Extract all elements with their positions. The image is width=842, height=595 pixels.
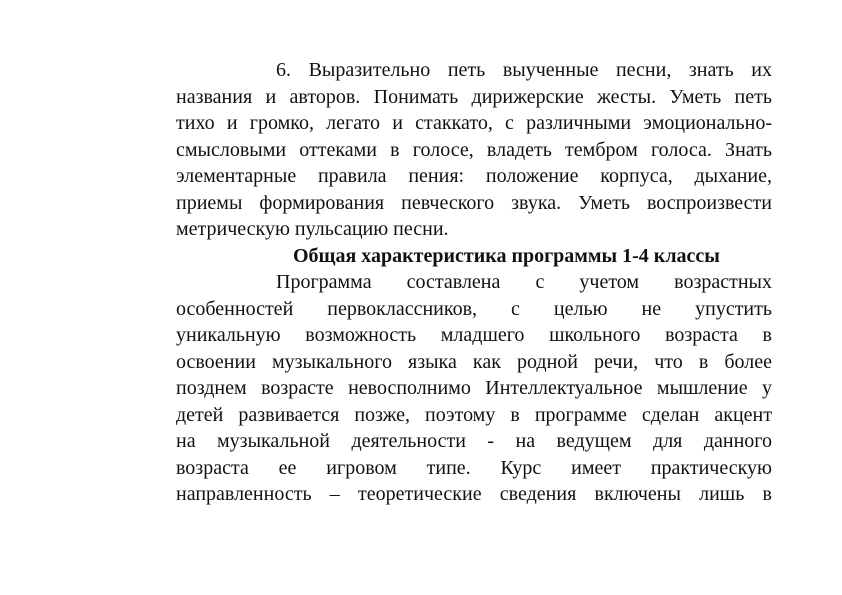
paragraph-2: [176, 269, 772, 508]
document-text: [176, 57, 772, 508]
paragraph-line: тихо и громко, легато и стаккато, с различными эмоционально-: [176, 112, 772, 134]
paragraph-line: смысловыми оттеками в голосе, владеть тембром голоса. Знать: [176, 138, 772, 161]
paragraph-line: детей развивается позже, поэтому в программе сделан акцент: [176, 403, 772, 426]
paragraph-line: метрическую пульсацию песни.: [176, 218, 449, 240]
paragraph-line: на музыкальной деятельности - на ведущем для данного: [176, 430, 772, 452]
paragraph-line: приемы формирования певческого звука. Уметь воспроизвести: [176, 191, 772, 214]
paragraph-line: позднем возрасте невосполнимо Интеллектуальное мышление у: [176, 377, 772, 399]
paragraph-line: уникальную возможность младшего школьного возраста в: [176, 324, 772, 346]
paragraph-line: освоении музыкального языка как родной речи, что в более: [176, 350, 772, 373]
section-heading: Общая характеристика программы 1-4 классы: [293, 244, 720, 267]
paragraph-1: [176, 57, 772, 243]
paragraph-line: возраста ее игровом типе. Курс имеет практическую: [176, 456, 772, 479]
paragraph-line: названия и авторов. Понимать дирижерские жесты. Уметь петь: [176, 85, 772, 108]
paragraph-line: 6. Выразительно петь выученные песни, знать их: [276, 59, 772, 81]
paragraph-line: элементарные правила пения: положение корпуса, дыхание,: [176, 165, 772, 187]
paragraph-line: Программа составлена с учетом возрастных: [276, 271, 772, 293]
paragraph-line: направленность – теоретические сведения включены лишь в: [176, 483, 772, 505]
paragraph-line: особенностей первоклассников, с целью не упустить: [176, 297, 772, 320]
